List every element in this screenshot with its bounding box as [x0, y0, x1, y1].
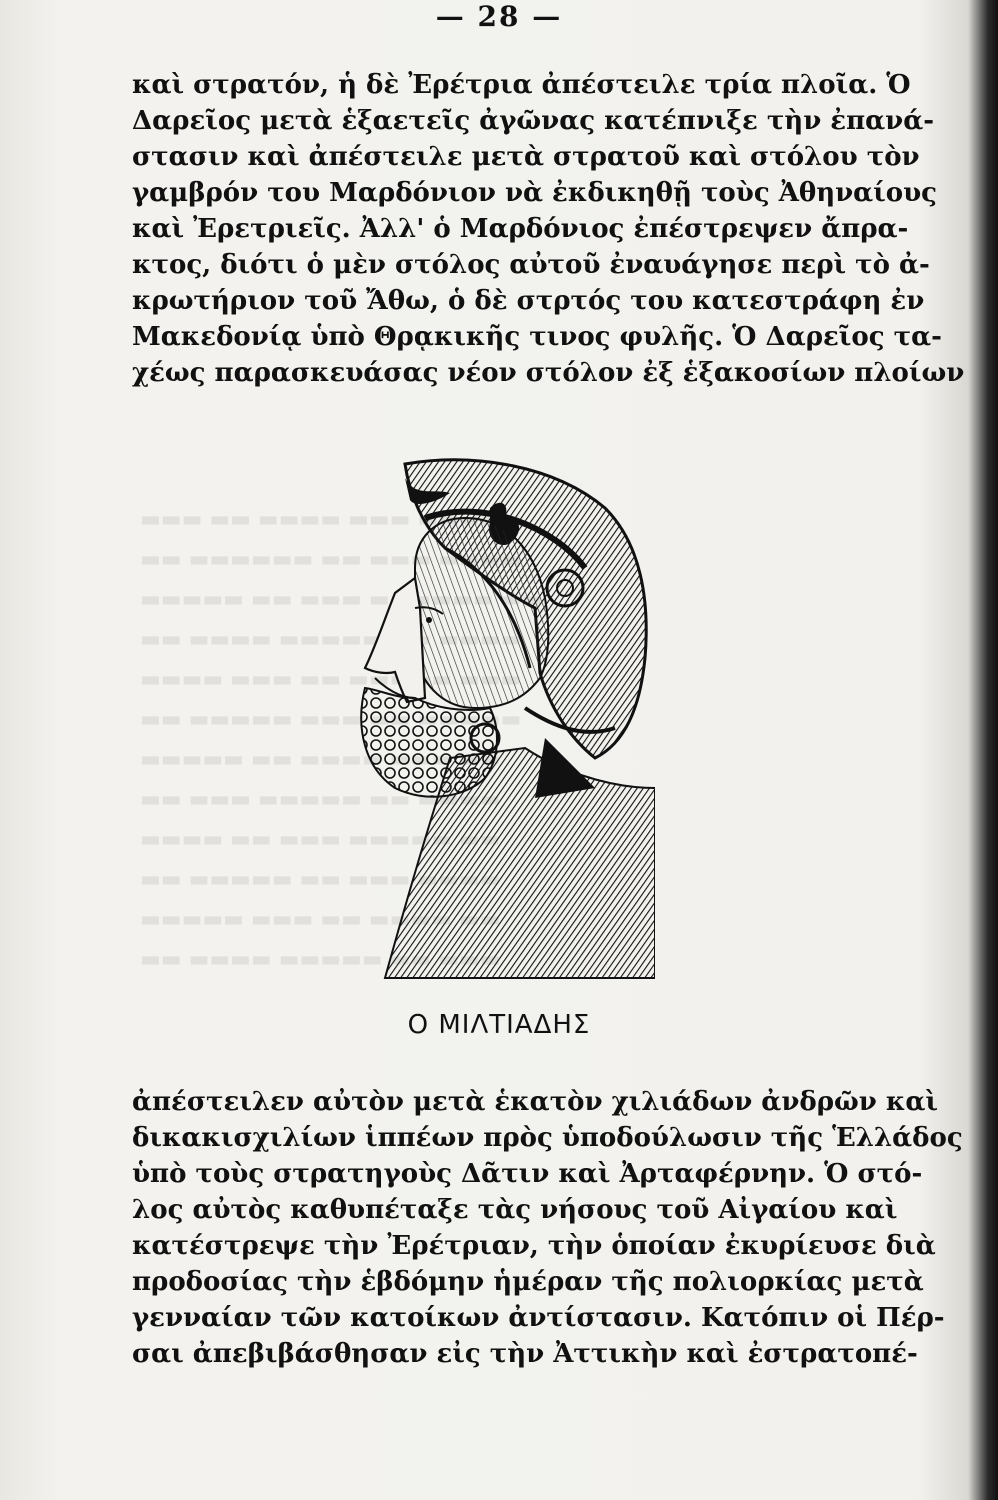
page-number: — 28 —	[435, 0, 563, 33]
text-line: κατέστρεψε τὴν Ἐρέτριαν, τὴν ὁποίαν ἐκυρίευσε διὰ	[132, 1231, 936, 1261]
text-line: στασιν καὶ ἀπέστειλε μετὰ στρατοῦ καὶ στόλου τὸν	[132, 142, 920, 172]
text-line: γενναίαν τῶν κατοίκων ἀντίστασιν. Κατόπιν οἱ Πέρ-	[132, 1303, 945, 1333]
text-line: προδοσίας τὴν ἑβδόμην ἡμέραν τῆς πολιορκίας μετὰ	[132, 1267, 924, 1297]
text-line: ὑπὸ τοὺς στρατηγοὺς Δᾶτιν καὶ Ἀρταφέρνην. Ὁ στό-	[132, 1159, 923, 1189]
text-line: χέως παρασκευάσας νέον στόλον ἐξ ἑξακοσίων πλοίων	[132, 358, 965, 388]
text-line: σαι ἀπεβιβάσθησαν εἰς τὴν Ἀττικὴν καὶ ἐστρατοπέ-	[132, 1339, 918, 1369]
top-paragraph	[132, 67, 965, 391]
text-line: γαμβρόν του Μαρδόνιον νὰ ἐκδικηθῇ τοὺς Ἀθηναίους	[132, 178, 937, 208]
bleed-through-texture: ▬▬▬ ▬▬ ▬▬▬▬ ▬▬▬ ▬▬▬▬▬ ▬▬ ▬▬▬▬▬▬ ▬▬ ▬▬▬ ▬▬▬▬ ▬▬▬▬▬ ▬▬ ▬▬▬ ▬▬▬▬▬▬ ▬▬ ▬▬ ▬▬▬▬ ▬▬▬▬▬ ▬▬ ▬▬▬▬ ▬▬▬▬ ▬▬▬ ▬▬ ▬▬▬▬▬ ▬▬▬ ▬▬ ▬▬▬▬▬ ▬▬▬ ▬▬ ▬▬▬▬▬ ▬▬▬▬▬ ▬▬ ▬▬▬▬ ▬▬▬ ▬▬ ▬▬ ▬▬▬ ▬▬▬▬▬ ▬▬ ▬▬▬▬ ▬▬▬▬ ▬▬ ▬▬▬ ▬▬▬▬▬ ▬▬ ▬▬ ▬▬▬▬▬ ▬▬ ▬▬▬ ▬▬▬▬ ▬▬▬▬▬ ▬▬▬ ▬▬ ▬▬▬▬ ▬▬ ▬▬ ▬▬▬▬ ▬▬▬▬▬ ▬▬ ▬▬▬	[140, 507, 543, 972]
text-line: κτος, διότι ὁ μὲν στόλος αὐτοῦ ἐναυάγησε περὶ τὸ ἀ-	[132, 250, 930, 280]
text-line: λος αὐτὸς καθυπέταξε τὰς νήσους τοῦ Αἰγαίου καὶ	[132, 1195, 898, 1225]
miltiades-bust-engraving	[355, 458, 655, 980]
portrait-caption: Ο ΜΙΛΤΙΑΔΗΣ	[407, 1010, 591, 1040]
text-line: ἀπέστειλεν αὐτὸν μετὰ ἑκατὸν χιλιάδων ἀνδρῶν καὶ	[132, 1087, 938, 1117]
text-line: καὶ στρατόν, ἡ δὲ Ἐρέτρια ἀπέστειλε τρία πλοῖα. Ὁ	[132, 70, 911, 100]
text-line: καὶ Ἐρετριεῖς. Ἀλλ' ὁ Μαρδόνιος ἐπέστρεψεν ἄπρα-	[132, 214, 909, 244]
text-line: Μακεδονίᾳ ὑπὸ Θρᾳκικῆς τινος φυλῆς. Ὁ Δαρεῖος τα-	[132, 322, 942, 352]
text-line: δικακισχιλίων ἱππέων πρὸς ὑποδούλωσιν τῆς Ἑλλάδος	[132, 1123, 963, 1153]
text-line: Δαρεῖος μετὰ ἑξαετεῖς ἀγῶνας κατέπνιξε τὴν ἐπανά-	[132, 106, 934, 136]
bottom-paragraph	[132, 1084, 963, 1372]
text-line: κρωτήριον τοῦ Ἄθω, ὁ δὲ στρτός του κατεστράφη ἐν	[132, 286, 925, 316]
